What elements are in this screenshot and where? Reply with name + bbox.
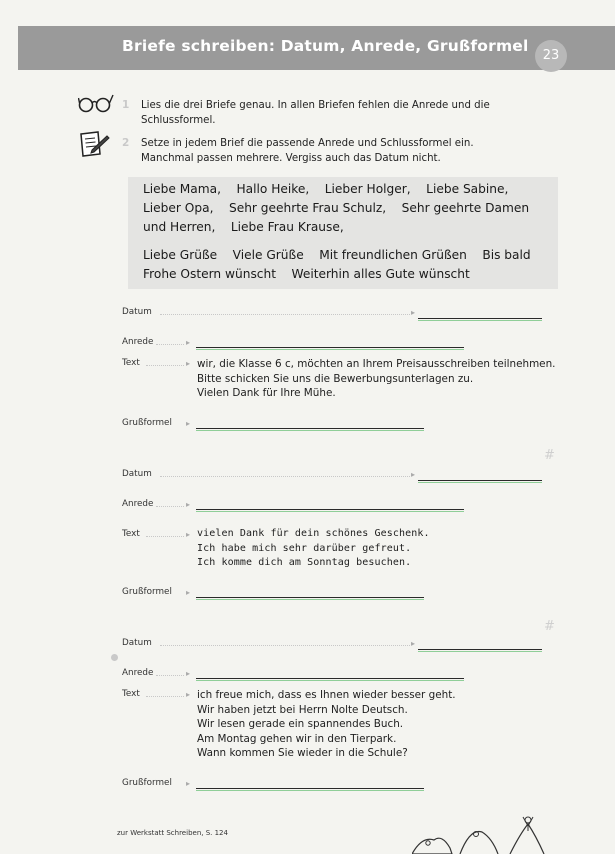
text-label: Text [122, 689, 140, 699]
arrow-icon: ▸ [186, 338, 191, 347]
anrede-label: Anrede [122, 499, 154, 509]
closing-options: Frohe Ostern wünscht Weiterhin alles Gute wünscht [143, 267, 470, 281]
arrow-icon: ▸ [186, 530, 191, 539]
text-label: Text [122, 358, 140, 368]
datum-label: Datum [122, 307, 152, 317]
dotted-guide [160, 314, 410, 315]
datum-label: Datum [122, 638, 152, 648]
letter-line: ich freue mich, dass es Ihnen wieder besser geht. [197, 689, 456, 701]
arrow-icon: ▸ [186, 690, 191, 699]
arrow-icon: ▸ [186, 588, 191, 597]
letter-line: wir, die Klasse 6 c, möchten an Ihrem Preisausschreiben teilnehmen. [197, 358, 556, 370]
letter-1-body [197, 357, 555, 401]
datum-answer-line[interactable] [418, 318, 542, 319]
letter-line: vielen Dank für dein schönes Geschenk. [197, 528, 430, 539]
letter-line: Am Montag gehen wir in den Tierpark. [197, 732, 397, 745]
letter-line: Wann kommen Sie wieder in die Schule? [197, 747, 408, 760]
greeting-options: Lieber Opa, Sehr geehrte Frau Schulz, Sehr geehrte Damen [143, 201, 530, 215]
arrow-icon: ▸ [186, 419, 191, 428]
task-number: 2 [122, 137, 130, 149]
dotted-guide [156, 506, 184, 507]
grussformel-label: Grußformel [122, 778, 172, 788]
punch-hole [111, 654, 118, 661]
page-number-badge: 23 [535, 40, 567, 72]
arrow-icon: ▸ [186, 669, 191, 678]
grussformel-label: Grußformel [122, 418, 172, 428]
arrow-icon: ▸ [411, 470, 416, 479]
grussformel-answer-line[interactable] [196, 428, 424, 429]
page-title: Briefe schreiben: Datum, Anrede, Grußformel [122, 37, 529, 55]
datum-answer-line[interactable] [418, 649, 542, 650]
task-instruction [141, 136, 581, 166]
arrow-icon: ▸ [186, 779, 191, 788]
scissor-mark: # [544, 619, 555, 634]
dotted-guide [146, 696, 184, 697]
dotted-guide [146, 536, 184, 537]
anrede-answer-line[interactable] [196, 509, 464, 510]
dotted-guide [146, 365, 184, 366]
letter-line: Bitte schicken Sie uns die Bewerbungsunterlagen zu. [197, 372, 474, 385]
anrede-answer-line[interactable] [196, 678, 464, 679]
dotted-guide [156, 675, 184, 676]
greeting-options: und Herren, Liebe Frau Krause, [143, 220, 344, 234]
letter-line: Wir haben jetzt bei Herrn Nolte Deutsch. [197, 703, 408, 716]
arrow-icon: ▸ [411, 308, 416, 317]
letter-line: Ich komme dich am Sonntag besuchen. [197, 557, 412, 569]
task-line: Schlussformel. [141, 115, 216, 126]
anrede-answer-line[interactable] [196, 347, 464, 348]
datum-answer-line[interactable] [418, 480, 542, 481]
letter-2-body [197, 527, 430, 571]
task-line: Manchmal passen mehrere. Vergiss auch das Datum nicht. [141, 153, 441, 164]
task-instruction [141, 98, 581, 128]
text-label: Text [122, 529, 140, 539]
dotted-guide [156, 344, 184, 345]
letter-line: Wir lesen gerade ein spannendes Buch. [197, 718, 404, 731]
letter-line: Ich habe mich sehr darüber gefreut. [197, 542, 412, 554]
word-bank-box [128, 177, 558, 289]
footer-reference: zur Werkstatt Schreiben, S. 124 [117, 829, 228, 837]
closing-options: Liebe Grüße Viele Grüße Mit freundlichen Grüßen Bis bald [143, 248, 531, 262]
grussformel-label: Grußformel [122, 587, 172, 597]
greeting-options: Liebe Mama, Hallo Heike, Lieber Holger, Liebe Sabine, [143, 182, 509, 196]
writing-pad-icon [78, 130, 110, 158]
dotted-guide [160, 476, 410, 477]
datum-label: Datum [122, 469, 152, 479]
grussformel-answer-line[interactable] [196, 597, 424, 598]
scissor-mark: # [544, 448, 555, 463]
task-number: 1 [122, 99, 130, 111]
arrow-icon: ▸ [411, 639, 416, 648]
climbing-figures-illustration [412, 814, 552, 854]
task-line: Setze in jedem Brief die passende Anrede und Schlussformel ein. [141, 138, 474, 149]
dotted-guide [160, 645, 410, 646]
anrede-label: Anrede [122, 337, 154, 347]
page-header-bar [18, 26, 615, 70]
arrow-icon: ▸ [186, 359, 191, 368]
letter-line: Vielen Dank für Ihre Mühe. [197, 387, 336, 400]
arrow-icon: ▸ [186, 500, 191, 509]
letter-3-body [197, 688, 456, 761]
glasses-icon [78, 92, 114, 114]
task-line: Lies die drei Briefe genau. In allen Briefen fehlen die Anrede und die [141, 100, 490, 111]
anrede-label: Anrede [122, 668, 154, 678]
grussformel-answer-line[interactable] [196, 788, 424, 789]
